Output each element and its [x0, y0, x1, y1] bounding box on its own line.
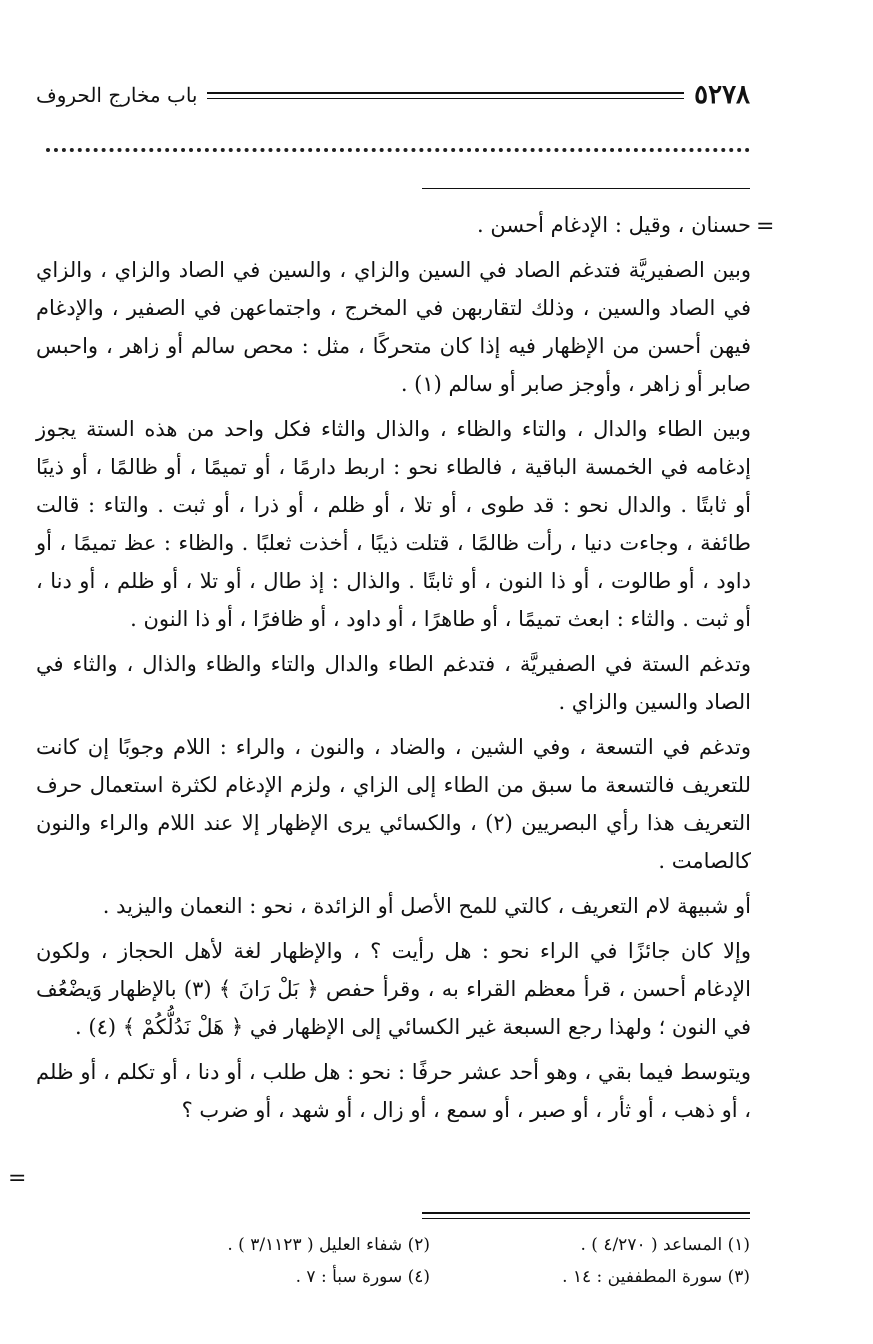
paragraph: وتدغم في التسعة ، وفي الشين ، والضاد ، والنون ، والراء : اللام وجوبًا إن كانت للتعريف فالتسعة ما سبق من الطاء إلى الزاي ، ولزم الإدغام لكثرة استعمال حرف التعريف هذا رأي البصريين (٢) ، والكسائي يرى الإظهار إلا عند اللام والراء والنون كالصامت .: [36, 735, 751, 873]
paragraph: حسنان ، وقيل : الإدغام أحسن .: [477, 213, 751, 237]
footnote-separator: [422, 1212, 750, 1219]
paragraph: ويتوسط فيما بقي ، وهو أحد عشر حرفًا : نحو : هل طلب ، أو دنا ، أو تكلم ، أو ظلم ، أو ذهب ، أو ثأر ، أو صبر ، أو سمع ، أو زال ، أو شهد ، أو ضرب ؟: [36, 1060, 751, 1122]
footnote: (١) المساعد ( ٤/٢٧٠ ) .: [580, 1235, 750, 1255]
footnote: (٤) سورة سبأ : ٧ .: [295, 1267, 430, 1287]
paragraph: وبين الصفيريَّة فتدغم الصاد في السين والزاي ، والسين في الصاد والزاي ، والزاي في الصاد والسين ، وذلك لتقاربهن في المخرج ، واجتماعهن في الصفير ، والإدغام فيهن أحسن من الإظهار فيه إذا كان متحركًا ، مثل : محص سالم أو زاهر ، واحبس صابر أو زاهر ، وأوجز صابر أو سالم (١) .: [36, 258, 751, 396]
main-text: [36, 206, 751, 1136]
chapter-title: باب مخارج الحروف: [36, 83, 198, 107]
header-double-rule: [207, 92, 684, 99]
paragraph: وإلا كان جائزًا في الراء نحو : هل رأيت ؟ ، والإظهار لغة لأهل الحجاز ، ولكون الإدغام أحسن ، قرأ معظم القراء به ، وقرأ حفص ﴿ بَلْ رَانَ ﴾ (٣) بالإظهار وَيضْعُف في النون ؛ ولهذا رجع السبعة غير الكسائي إلى الإظهار في ﴿ هَلْ نَدُلُّكُمْ ﴾ (٤) .: [36, 939, 751, 1039]
footnote: (٣) سورة المطففين : ١٤ .: [562, 1267, 750, 1287]
dotted-separator: [46, 148, 750, 152]
continuation-rule: [422, 188, 750, 189]
running-header: [36, 78, 750, 112]
page-number: ٥٢٧٨: [694, 80, 750, 110]
footnote: (٢) شفاء العليل ( ٣/١١٢٣ ) .: [227, 1235, 430, 1255]
paragraph: وبين الطاء والدال ، والتاء والظاء ، والذال والثاء فكل واحد من هذه الستة يجوز إدغامه في الخمسة الباقية ، فالطاء نحو : اربط دارمًا ، أو تميمًا ، أو ظالمًا ، أو ذيبًا أو ثابتًا . والدال نحو : قد طوى ، أو تلا ، أو ظلم ، أو ذرا ، أو ثبت . والتاء : قالت طائفة ، وجاءت دنيا ، رأت ظالمًا ، قتلت ذيبًا ، أخذت ثعلبًا . والظاء : عظ تميمًا ، أو داود ، أو طالوت ، أو ذا النون ، أو ثابتًا . والذال : إذ طال ، أو تلا ، أو ظلم ، أو دنا ، أو ثبت . والثاء : ابعث تميمًا ، أو طاهرًا ، أو داود ، أو ظافرًا ، أو ذا النون .: [36, 417, 751, 631]
paragraph: وتدغم الستة في الصفيريَّة ، فتدغم الطاء والدال والتاء والظاء والذال ، والثاء في الصاد والسين والزاي .: [36, 652, 751, 714]
continuation-mark-bottom: =: [8, 1166, 27, 1191]
continuation-mark-top: =: [756, 214, 775, 239]
footnotes: [110, 1232, 750, 1290]
paragraph: أو شبيهة لام التعريف ، كالتي للمح الأصل أو الزائدة ، نحو : النعمان واليزيد .: [102, 894, 751, 918]
